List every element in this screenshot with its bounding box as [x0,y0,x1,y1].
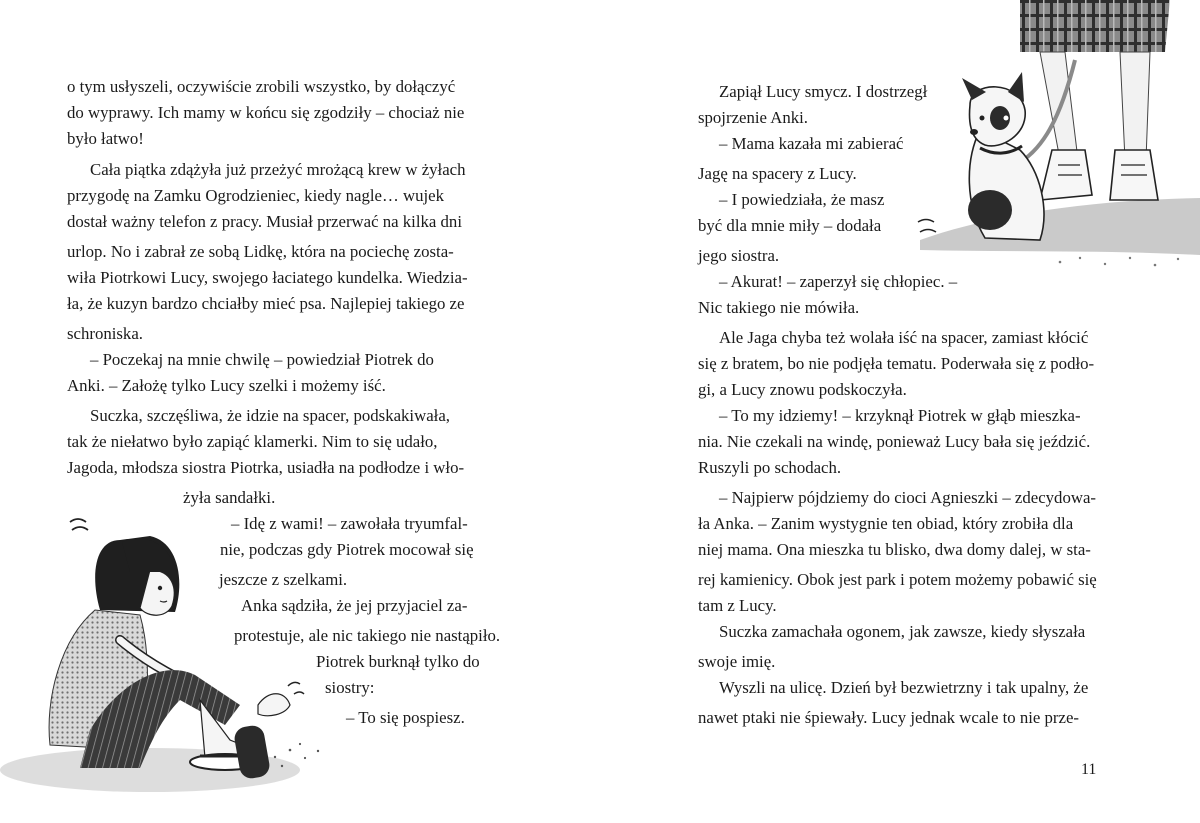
text-line: rej kamienicy. Obok jest park i potem możemy pobawić się [698,570,1097,589]
text-line: Anka sądziła, że jej przyjaciel za- [241,596,468,615]
text-line: Wyszli na ulicę. Dzień był bezwietrzny i tak upalny, że [719,678,1089,697]
text-line: Suczka zamachała ogonem, jak zawsze, kiedy słyszała [719,622,1086,641]
text-line: Jagę na spacery z Lucy. [698,164,857,183]
girl-illustration [0,500,340,800]
text-line: swoje imię. [698,652,776,671]
text-line: Zapiął Lucy smycz. I dostrzegł [719,82,928,101]
text-line: być dla mnie miły – dodała [698,216,882,235]
dog-illustration [910,0,1200,275]
text-line: Cała piątka zdążyła już przeżyć mrożącą krew w żyłach [90,160,466,179]
text-line: nia. Nie czekali na windę, ponieważ Lucy bała się jeździć. [698,432,1091,451]
text-line: nie, podczas gdy Piotrek mocował się [220,540,474,559]
text-line: Anki. – Założę tylko Lucy szelki i możemy iść. [67,376,386,395]
text-line: Piotrek burknął tylko do [316,652,480,671]
text-line: się z bratem, bo nie podjęła tematu. Poderwała się z podło- [698,354,1095,373]
text-line: – Najpierw pójdziemy do cioci Agnieszki – zdecydowa- [719,488,1096,507]
text-line: nawet ptaki nie śpiewały. Lucy jednak wcale to nie prze- [698,708,1079,727]
text-line: żyła sandałki. [183,488,276,507]
text-line: Nic takiego nie mówiła. [698,298,860,317]
text-line: urlop. No i zabrał ze sobą Lidkę, która na pociechę zosta- [67,242,454,261]
text-line: – I powiedziała, że masz [719,190,885,209]
text-line: – Poczekaj na mnie chwilę – powiedział Piotrek do [90,350,434,369]
text-line: spojrzenie Anki. [698,108,808,127]
text-line: było łatwo! [67,129,144,148]
text-line: protestuje, ale nic takiego nie nastąpiło. [234,626,501,645]
text-line: wiła Piotrkowi Lucy, swojego łaciatego kundelka. Wiedzia- [67,268,468,287]
text-line: ła Anka. – Zanim wystygnie ten obiad, który zrobiła dla [698,514,1074,533]
text-line: tak że niełatwo było zapiąć klamerki. Nim to się udało, [67,432,438,451]
text-line: tam z Lucy. [698,596,777,615]
text-line: – To się pospiesz. [346,708,465,727]
text-line: gi, a Lucy znowu podskoczyła. [698,380,907,399]
text-line: Jagoda, młodsza siostra Piotrka, usiadła na podłodze i wło- [67,458,465,477]
text-line: siostry: [325,678,375,697]
text-line: – Akurat! – zaperzył się chłopiec. – [719,272,958,291]
text-line: ła, że kuzyn bardzo chciałby mieć psa. Najlepiej takiego ze [67,294,465,313]
text-line: jego siostra. [698,246,780,265]
right-page [600,0,1200,823]
text-line: jeszcze z szelkami. [219,570,348,589]
text-line: Suczka, szczęśliwa, że idzie na spacer, podskakiwała, [90,406,450,425]
text-line: niej mama. Ona mieszka tu blisko, dwa domy dalej, w sta- [698,540,1091,559]
text-line: Ale Jaga chyba też wolała iść na spacer, zamiast kłócić [719,328,1089,347]
text-line: schroniska. [67,324,143,343]
text-line: przygodę na Zamku Ogrodzieniec, kiedy nagle… wujek [67,186,444,205]
text-line: do wyprawy. Ich mamy w końcu się zgodziły – chociaż nie [67,103,465,122]
text-line: o tym usłyszeli, oczywiście zrobili wszystko, by dołączyć [67,77,456,96]
text-line: – Idę z wami! – zawołała tryumfal- [231,514,468,533]
text-line: – To my idziemy! – krzyknął Piotrek w głąb mieszka- [719,406,1081,425]
text-line: dostał ważny telefon z pracy. Musiał przerwać na kilka dni [67,212,462,231]
page-number: 11 [1081,761,1097,778]
text-line: – Mama kazała mi zabierać [719,134,904,153]
text-line: Ruszyli po schodach. [698,458,842,477]
